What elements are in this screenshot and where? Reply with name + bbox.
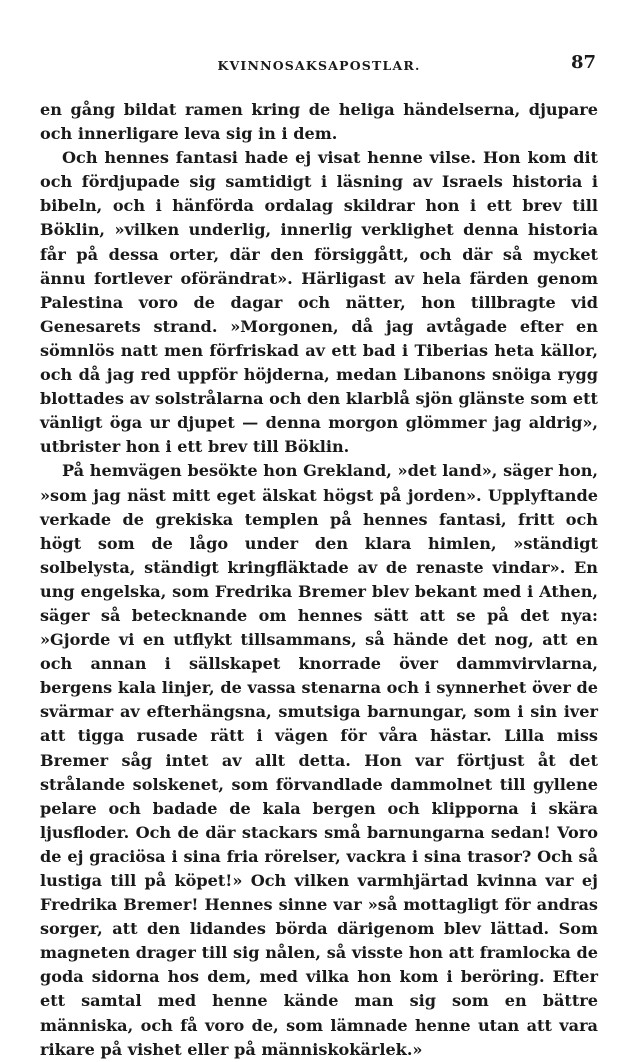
paragraph: Och hennes fantasi hade ej visat henne vilse. Hon kom dit och fördjupade sig samtidigt i läsning av Israels historia i bibeln, och i hänförda ordalag skildrar hon i ett brev till Böklin, »vilken underlig, innerlig verklighet denna historia får på dessa orter, där den försiggått, och där så mycket ännu fortlever oförändrat». Härligast av hela färden genom Palestina voro de dagar och nätter, hon tillbragte vid Genesarets strand. »Morgonen, då jag avtågade efter en sömnlös natt men förfriskad av ett bad i Tiberias heta källor, och då jag red uppför höjderna, medan Libanons snöiga rygg blottades av solstrålarna och den klarblå sjön glänste som ett vänligt öga ur djupet — denna morgon glömmer jag aldrig», utbrister hon i ett brev till Böklin. [40,148,598,457]
page-number: 87 [570,52,596,73]
paragraph: På hemvägen besökte hon Grekland, »det land», säger hon, »som jag näst mitt eget älskat högst på jorden». Upplyftande verkade de grekiska templen på hennes fantasi, fritt och högt som de lågo under den klara himlen, »ständigt solbelysta, ständigt kringfläktade av de renaste vindar». En ung engelska, som Fredrika Bremer blev bekant med i Athen, säger så betecknande om hennes sätt att se på det nya: »Gjorde vi en utflykt tillsammans, så hände det nog, att en och annan i sällskapet knorrade över dammvirvlarna, bergens kala linjer, de vassa stenarna och i synnerhet över de svärmar av efterhängsna, smutsiga barnungar, som i sin iver att tigga rusade rätt i vägen för våra hästar. Lilla miss Bremer såg intet av allt detta. Hon var förtjust åt det strålande solskenet, som förvandlade dammolnet till gyllene pelare och badade de kala bergen och klipporna i skära ljusfloder. Och de där stackars små barnungarna sedan! Voro de ej graciösa i sina fria rörelser, vackra i sina trasor? Och så lustiga till på köpet!» Och vilken varmhjärtad kvinna var ej Fredrika Bremer! Hennes sinne var »så mottagligt för andras sorger, att den lidandes börda därigenom blev lättad. Som magneten drager till sig nålen, så visste hon att framlocka de goda sidorna hos dem, med vilka hon kom i beröring. Efter ett samtal med henne kände man sig som en bättre människa, och få voro de, som lämnade henne utan att vara rikare på vishet eller på människokärlek.» [40,461,598,1059]
paragraph-continuation: en gång bildat ramen kring de heliga händelserna, djupare och innerligare leva sig in i dem. [40,100,598,144]
running-title: KVINNOSAKSAPOSTLAR. [217,58,421,73]
running-header [40,52,598,78]
body-text [40,98,598,1062]
book-page [40,52,598,1062]
